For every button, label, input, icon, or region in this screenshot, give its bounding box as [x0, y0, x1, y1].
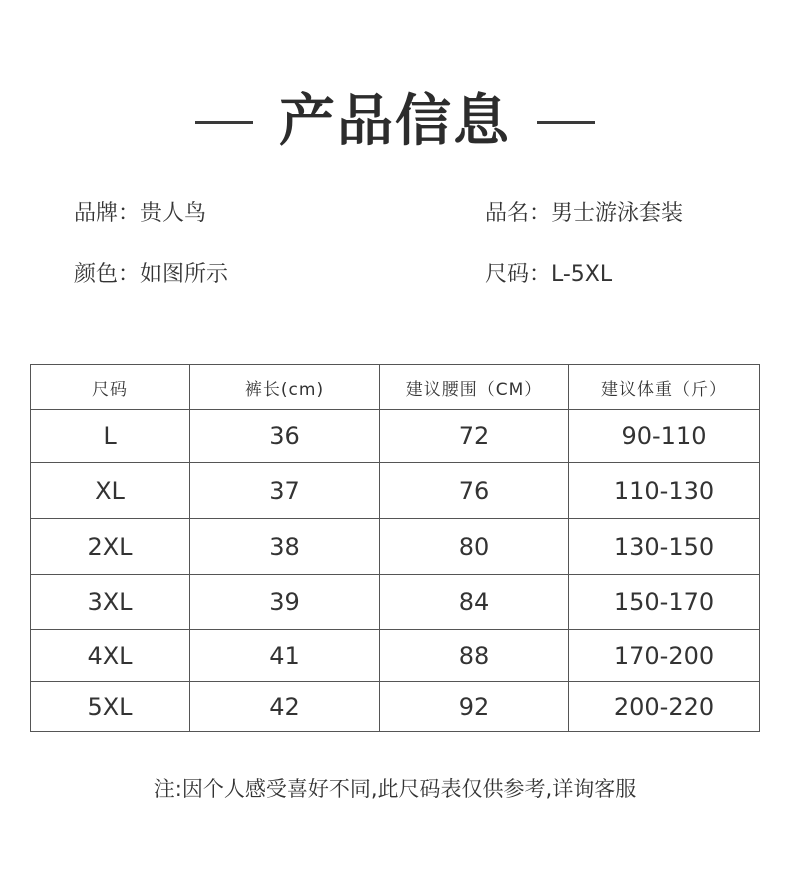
cell-size: 2XL	[31, 519, 190, 575]
title-row	[0, 82, 790, 162]
cell-size: 3XL	[31, 575, 190, 630]
size-note: 注:因个人感受喜好不同,此尺码表仅供参考,详询客服	[153, 777, 637, 801]
header-waist: 建议腰围（CM）	[380, 365, 569, 410]
title-right-dash	[537, 121, 595, 124]
cell-size: 5XL	[31, 682, 190, 732]
cell-waist: 72	[380, 410, 569, 463]
cell-weight: 150-170	[569, 575, 760, 630]
cell-weight: 90-110	[569, 410, 760, 463]
cell-weight: 110-130	[569, 463, 760, 519]
cell-length: 38	[190, 519, 380, 575]
size-info: 尺码：L-5XL	[485, 262, 613, 287]
brand-info: 品牌：贵人鸟	[74, 201, 207, 226]
cell-length: 37	[190, 463, 380, 519]
cell-weight: 200-220	[569, 682, 760, 732]
table-row	[31, 519, 760, 575]
header-weight: 建议体重（斤）	[569, 365, 760, 410]
cell-waist: 80	[380, 519, 569, 575]
cell-weight: 130-150	[569, 519, 760, 575]
table-row	[31, 410, 760, 463]
cell-waist: 88	[380, 630, 569, 682]
cell-size: L	[31, 410, 190, 463]
table-row	[31, 463, 760, 519]
cell-length: 39	[190, 575, 380, 630]
title-left-dash	[195, 121, 253, 124]
header-size: 尺码	[31, 365, 190, 410]
table-row	[31, 682, 760, 732]
size-chart-table	[30, 364, 760, 732]
cell-waist: 84	[380, 575, 569, 630]
table-row	[31, 630, 760, 682]
header-pants-length: 裤长(cm)	[190, 365, 380, 410]
page-title: 产品信息	[279, 89, 511, 154]
cell-length: 42	[190, 682, 380, 732]
table-header-row	[31, 365, 760, 410]
cell-waist: 92	[380, 682, 569, 732]
table-row	[31, 575, 760, 630]
cell-size: XL	[31, 463, 190, 519]
color-info: 颜色：如图所示	[74, 262, 229, 287]
cell-weight: 170-200	[569, 630, 760, 682]
cell-waist: 76	[380, 463, 569, 519]
cell-length: 36	[190, 410, 380, 463]
cell-size: 4XL	[31, 630, 190, 682]
product-name-info: 品名：男士游泳套装	[485, 201, 684, 226]
cell-length: 41	[190, 630, 380, 682]
